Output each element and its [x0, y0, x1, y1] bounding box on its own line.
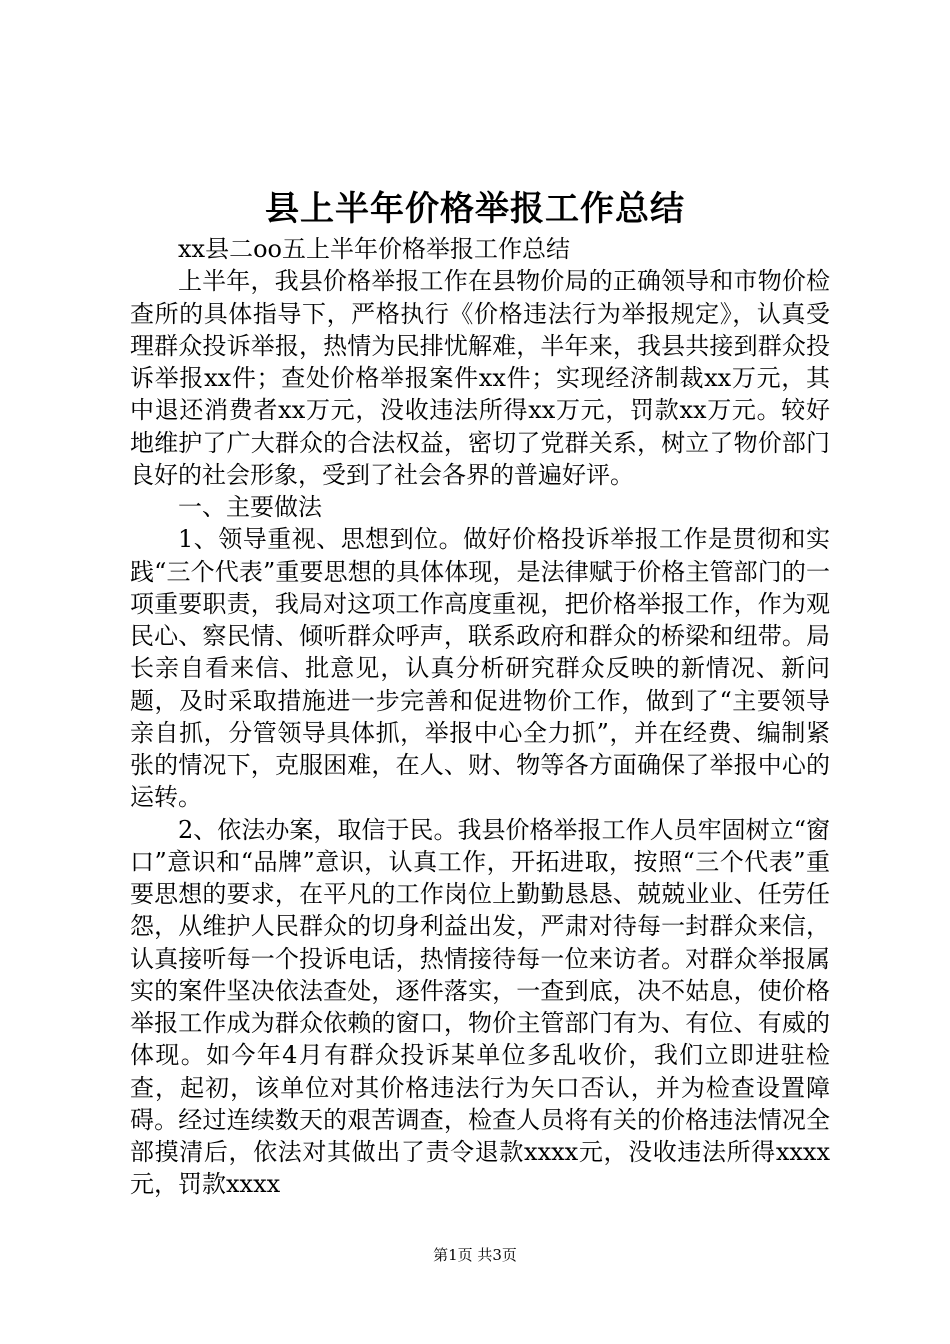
page-footer: 第1页 共3页 [433, 1246, 517, 1264]
intro-paragraph: 上半年，我县价格举报工作在县物价局的正确领导和市物价检查所的具体指导下，严格执行《价格违法行为举报规定》，认真受理群众投诉举报，热情为民排忧解难，半年来，我县共接到群众投诉举报xx件；查处价格举报案件xx件；实现经济制裁xx万元，其中退还消费者xx万元，没收违法所得xx万元，罚款xx万元。较好地维护了广大群众的合法权益，密切了党群关系，树立了物价部门良好的社会形象，受到了社会各界的普遍好评。 [130, 267, 830, 489]
point-2-paragraph: 2、依法办案，取信于民。我县价格举报工作人员牢固树立“窗口”意识和“品牌”意识，认真工作，开拓进取，按照“三个代表”重要思想的要求，在平凡的工作岗位上勤勤恳恳、兢兢业业、任劳任怨，从维护人民群众的切身利益出发，严肃对待每一封群众来信，认真接听每一个投诉电话，热情接待每一位来访者。对群众举报属实的案件坚决依法查处，逐件落实，一查到底，决不姑息，使价格举报工作成为群众依赖的窗口，物价主管部门有为、有位、有威的体现。如今年4月有群众投诉某单位多乱收价，我们立即进驻检查，起初，该单位对其价格违法行为矢口否认，并为检查设置障碍。经过连续数天的艰苦调查，检查人员将有关的价格违法情况全部摸清后，依法对其做出了责令退款xxxx元，没收违法所得xxxx元，罚款xxxx [130, 815, 830, 1199]
point-1-paragraph: 1、领导重视、思想到位。做好价格投诉举报工作是贯彻和实践“三个代表”重要思想的具体体现，是法律赋于价格主管部门的一项重要职责，我局对这项工作高度重视，把价格举报工作，作为观民心、察民情、倾听群众呼声，联系政府和群众的桥梁和纽带。局长亲自看来信、批意见，认真分析研究群众反映的新情况、新问题，及时采取措施进一步完善和促进物价工作，做到了“主要领导亲自抓，分管领导具体抓，举报中心全力抓”，并在经费、编制紧张的情况下，克服困难，在人、财、物等各方面确保了举报中心的运转。 [130, 525, 830, 812]
subtitle-paragraph: xx县二oo五上半年价格举报工作总结 [178, 235, 570, 263]
section-heading: 一、主要做法 [178, 493, 322, 521]
document-body [130, 233, 830, 1201]
document-title: 县上半年价格举报工作总结 [265, 189, 685, 229]
